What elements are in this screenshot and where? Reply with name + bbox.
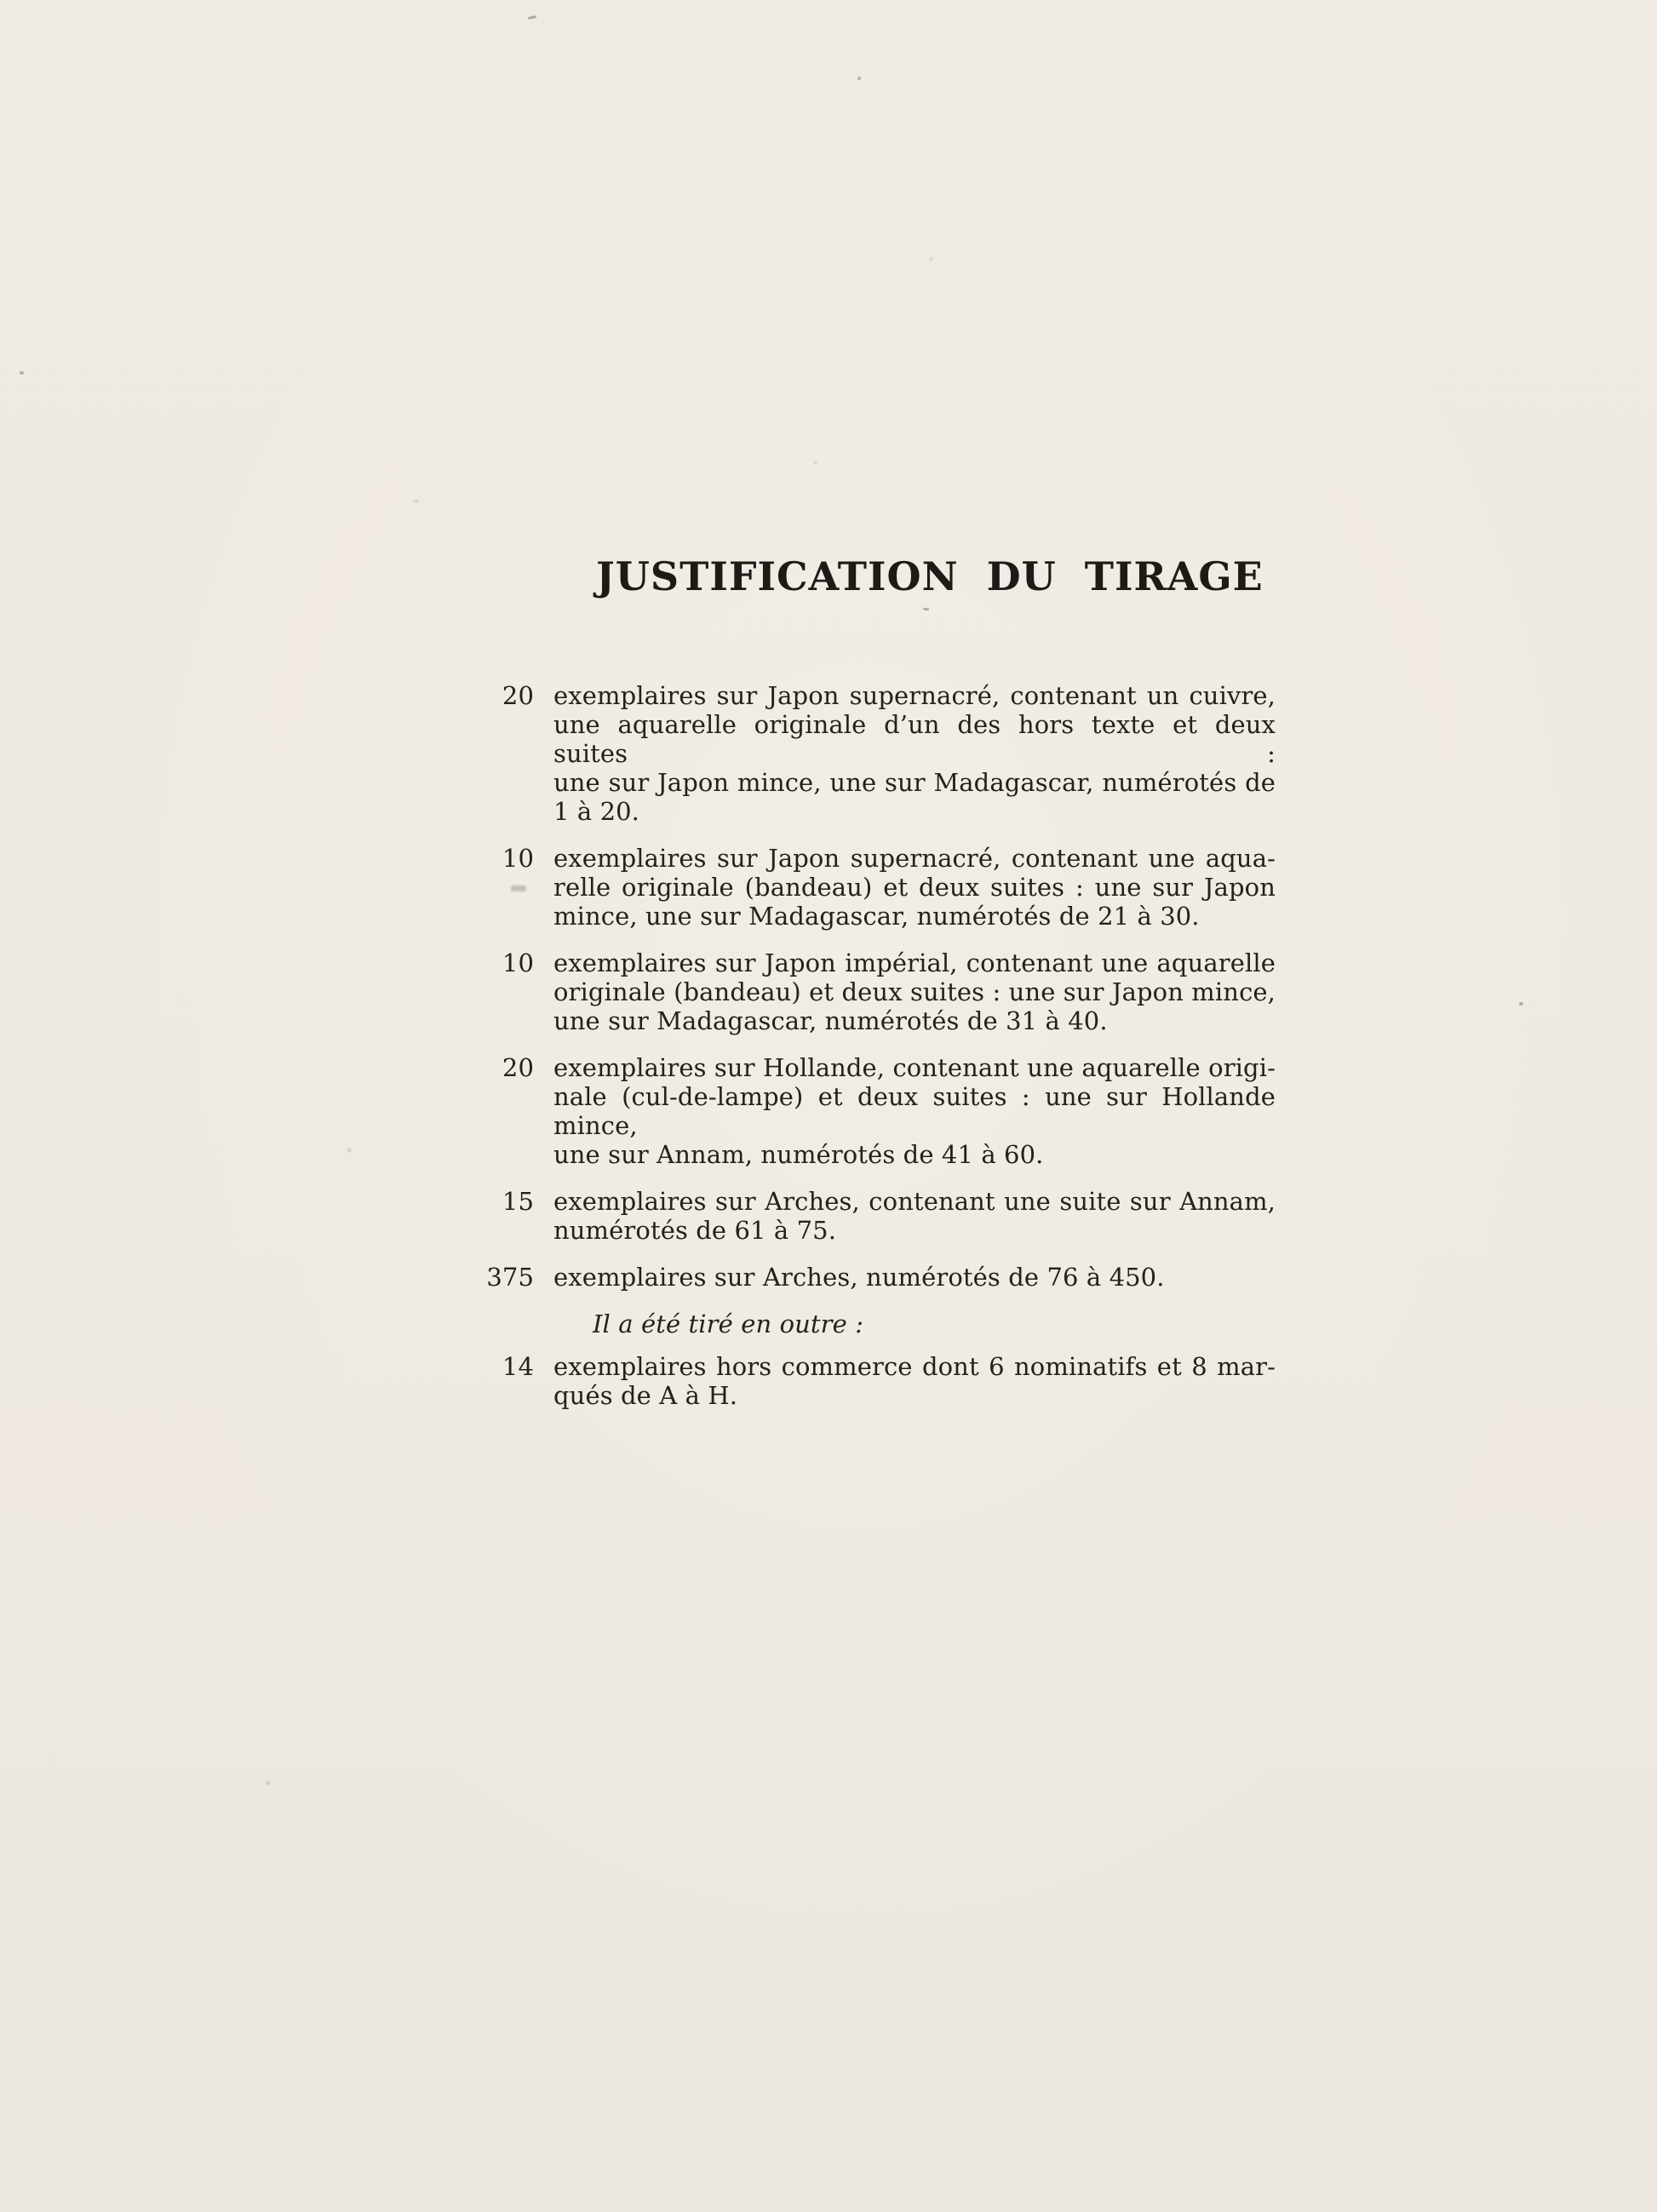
paper-speck [347, 1149, 351, 1152]
edition-entry-4 [502, 1053, 1276, 1169]
entry-line: numérotés de 61 à 75. [553, 1216, 837, 1245]
entry-line: une aquarelle originale d’un des hors texte et deux suites : [553, 710, 1276, 768]
edition-entry-3 [502, 948, 1276, 1035]
copy-count: 10 [502, 844, 534, 873]
entry-line: exemplaires sur Hollande, contenant une aquarelle origi- [553, 1053, 1276, 1082]
edition-entry-6 [486, 1263, 1276, 1292]
paper-speck [857, 77, 861, 80]
entry-line: exemplaires sur Japon impérial, contenant une aquarelle [553, 948, 1276, 977]
paper-speck [511, 885, 526, 891]
justification-list [486, 681, 1276, 1428]
entry-line: exemplaires sur Arches, contenant une suite sur Annam, [553, 1187, 1276, 1216]
entry-line: originale (bandeau) et deux suites : une sur Japon mince, [553, 977, 1276, 1006]
paper-speck [814, 461, 817, 464]
paper-speck [923, 608, 929, 611]
edition-entry-7 [502, 1352, 1276, 1410]
paper-speck [1519, 1002, 1523, 1006]
paper-speck [267, 1781, 270, 1785]
paper-speck [415, 500, 418, 502]
entry-line: une sur Annam, numérotés de 41 à 60. [553, 1140, 1044, 1169]
copy-count: 375 [486, 1263, 534, 1292]
entry-line: exemplaires sur Japon supernacré, contenant un cuivre, [553, 681, 1276, 710]
copy-count: 20 [502, 681, 534, 710]
copy-count: 10 [502, 948, 534, 977]
edition-entry-1 [502, 681, 1276, 826]
copy-count: 14 [502, 1352, 534, 1381]
entry-line: une sur Japon mince, une sur Madagascar, numérotés de [553, 768, 1276, 797]
entry-line: exemplaires sur Japon supernacré, contenant une aqua- [553, 844, 1276, 873]
entry-line: une sur Madagascar, numérotés de 31 à 40. [553, 1006, 1108, 1035]
entry-line: exemplaires sur Arches, numérotés de 76 à 450. [553, 1263, 1165, 1292]
entry-line: exemplaires hors commerce dont 6 nominatifs et 8 mar- [553, 1352, 1276, 1381]
paper-speck [930, 258, 932, 261]
edition-entry-5 [502, 1187, 1276, 1245]
copy-count: 20 [502, 1053, 534, 1082]
entry-line: qués de A à H. [553, 1381, 738, 1410]
page-title: JUSTIFICATION DU TIRAGE [596, 553, 1264, 599]
entry-line: nale (cul-de-lampe) et deux suites : une sur Hollande mince, [553, 1082, 1276, 1140]
paper-speck [528, 15, 536, 20]
interlude-note: Il a été tiré en outre : [593, 1309, 864, 1338]
edition-entry-2 [502, 844, 1276, 931]
paper-speck [20, 371, 24, 375]
entry-line: relle originale (bandeau) et deux suites : une sur Japon [553, 873, 1276, 902]
entry-line: mince, une sur Madagascar, numérotés de 21 à 30. [553, 902, 1200, 931]
copy-count: 15 [502, 1187, 534, 1216]
entry-line: 1 à 20. [553, 797, 639, 826]
